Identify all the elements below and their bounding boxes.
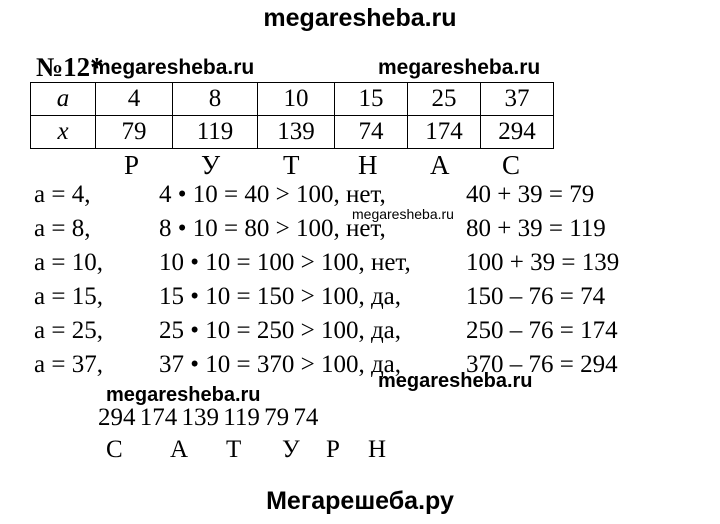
result-expression: 370 – 76 = 294 [466, 351, 618, 378]
table-cell: 37 [481, 83, 554, 116]
table-cell: 139 [258, 116, 335, 149]
table-cell: 15 [335, 83, 408, 116]
column-letter: Н [358, 150, 378, 180]
table-cell: 10 [258, 83, 335, 116]
watermark-top: megaresheba.ru [263, 4, 457, 32]
table-cell: 119 [173, 116, 258, 149]
watermark: megaresheba.ru [378, 56, 541, 79]
check-expression: 10 • 10 = 100 > 100, нет, [159, 249, 411, 276]
result-expression: 40 + 39 = 79 [466, 181, 595, 208]
table-cell: 8 [173, 83, 258, 116]
a-value: a = 15, [34, 283, 103, 310]
column-letter: У [201, 150, 221, 180]
a-value: a = 25, [34, 317, 103, 344]
check-expression: 8 • 10 = 80 > 100, нет, [159, 215, 386, 242]
a-value: a = 10, [34, 249, 103, 276]
result-expression: 100 + 39 = 139 [466, 249, 620, 276]
table-cell: 25 [408, 83, 481, 116]
a-value: a = 37, [34, 351, 103, 378]
check-expression: 37 • 10 = 370 > 100, да, [159, 351, 402, 378]
watermark: megaresheba.ru [352, 206, 454, 222]
column-letter: С [502, 150, 521, 180]
watermark: megaresheba.ru [106, 384, 261, 406]
check-expression: 15 • 10 = 150 > 100, да, [159, 283, 402, 310]
answer-letter: Р [326, 436, 340, 463]
watermark: megaresheba.ru [92, 56, 255, 79]
answer-letter: Т [226, 436, 242, 463]
column-letter: Т [283, 150, 300, 180]
table-cell: 4 [96, 83, 173, 116]
check-expression: 25 • 10 = 250 > 100, да, [159, 317, 402, 344]
watermark-bottom: Мегарешеба.ру [266, 487, 454, 515]
row-header-a: a [31, 83, 96, 116]
a-value: a = 4, [34, 181, 91, 208]
result-expression: 80 + 39 = 119 [466, 215, 606, 242]
answer-letter: А [170, 436, 189, 463]
table-cell: 294 [481, 116, 554, 149]
row-header-x: x [31, 116, 96, 149]
table-cell: 74 [335, 116, 408, 149]
answer-numbers: 294 174 139 119 79 74 [98, 404, 319, 431]
table-row-a [31, 83, 554, 116]
values-table [30, 82, 554, 149]
watermark: megaresheba.ru [378, 370, 533, 392]
table-row-x [31, 116, 554, 149]
column-letter: А [430, 150, 450, 180]
answer-letter: У [282, 436, 300, 463]
answer-letter: С [106, 436, 123, 463]
a-value: a = 8, [34, 215, 91, 242]
result-expression: 250 – 76 = 174 [466, 317, 618, 344]
column-letter: Р [124, 150, 140, 180]
check-expression: 4 • 10 = 40 > 100, нет, [159, 181, 386, 208]
answer-letter: Н [368, 436, 387, 463]
result-expression: 150 – 76 = 74 [466, 283, 606, 310]
table-cell: 174 [408, 116, 481, 149]
task-number: №12* [36, 52, 104, 82]
table-cell: 79 [96, 116, 173, 149]
